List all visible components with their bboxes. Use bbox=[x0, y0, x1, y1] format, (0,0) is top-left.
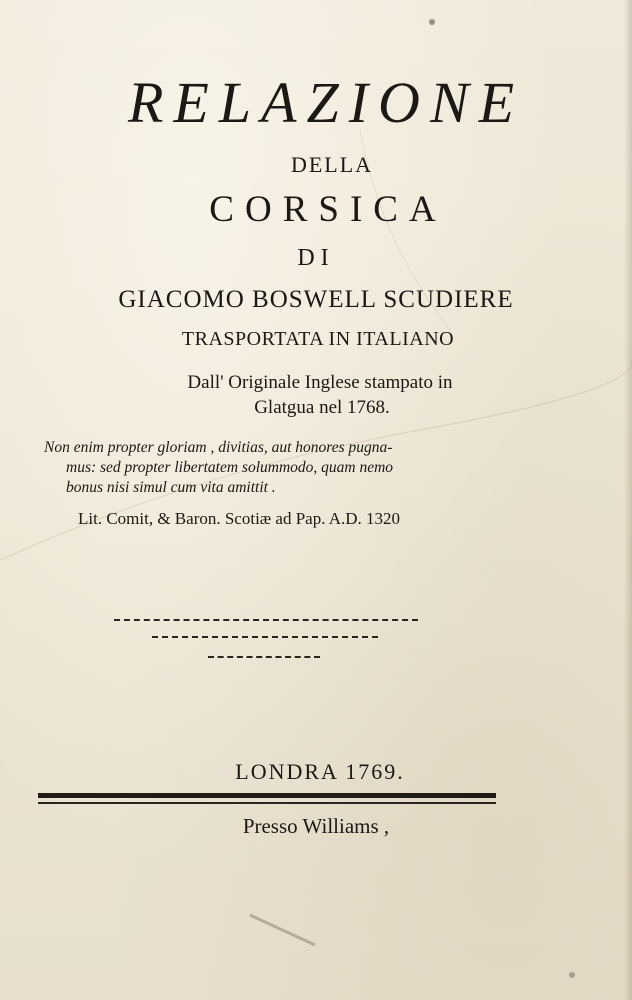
title-di: DI bbox=[297, 245, 335, 271]
main-title: RELAZIONE bbox=[127, 70, 525, 135]
imprint-thin-rule bbox=[38, 802, 496, 804]
epigraph-quote bbox=[44, 438, 514, 498]
title-subject: CORSICA bbox=[209, 189, 447, 230]
origin-line-1: Dall' Originale Inglese stampato in bbox=[187, 372, 453, 393]
author-line: GIACOMO BOSWELL SCUDIERE bbox=[118, 286, 514, 313]
origin-line-2: Glatgua nel 1768. bbox=[254, 397, 390, 418]
quote-line: Non enim propter gloriam , divitias, aut honores pugna- bbox=[44, 439, 393, 456]
epigraph-citation: Lit. Comit, & Baron. Scotiæ ad Pap. A.D. 1320 bbox=[78, 509, 401, 528]
quote-line: mus: sed propter libertatem solummodo, quam nemo bbox=[66, 459, 394, 476]
ornamental-rule-middle bbox=[152, 636, 378, 638]
imprint-publisher: Presso Williams , bbox=[242, 814, 390, 838]
translation-note: TRASPORTATA IN ITALIANO bbox=[181, 328, 455, 350]
imprint-thick-rule bbox=[38, 793, 496, 798]
quote-line: bonus nisi simul cum vita amittit . bbox=[66, 479, 276, 496]
imprint-place-date: LONDRA 1769. bbox=[235, 759, 405, 784]
ornamental-rule-bottom bbox=[208, 656, 320, 658]
ornamental-rule-top bbox=[114, 619, 418, 621]
page-edge-shadow bbox=[624, 0, 632, 1000]
title-della: DELLA bbox=[290, 152, 374, 177]
